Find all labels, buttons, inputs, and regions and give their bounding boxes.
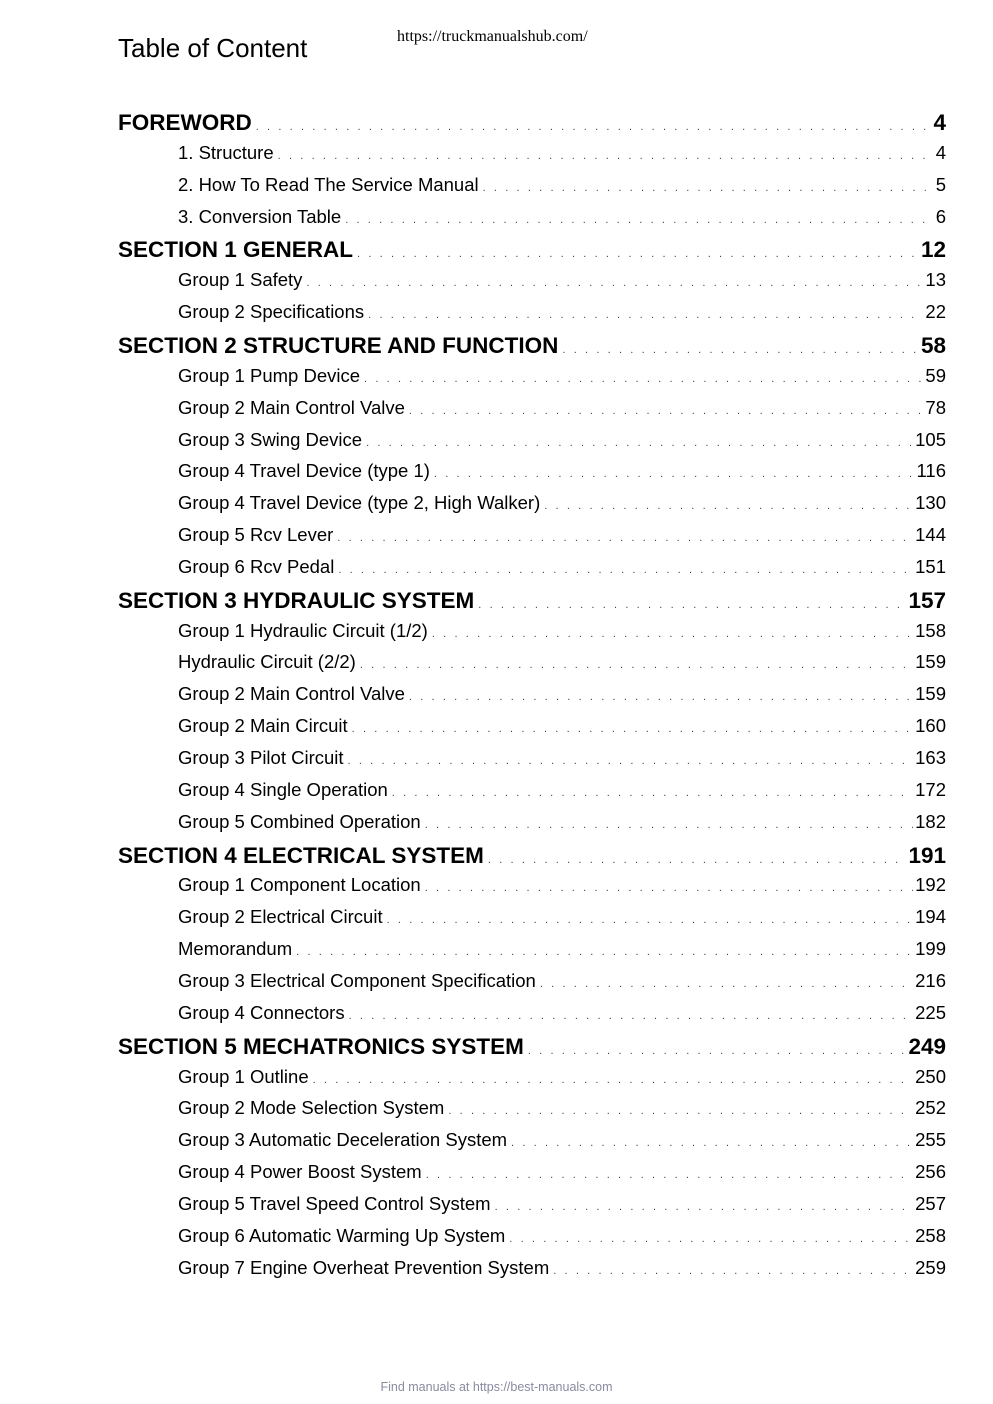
toc-sub-entry[interactable] [178, 747, 946, 769]
toc-leader-dots [544, 501, 913, 512]
toc-leader-dots [364, 374, 923, 385]
toc-sub-entry[interactable] [178, 1257, 946, 1279]
toc-entry-label: Group 4 Connectors [178, 1001, 345, 1023]
toc-leader-dots [434, 469, 915, 480]
toc-leader-dots [360, 660, 913, 671]
toc-leader-dots [488, 855, 907, 866]
toc-page-number: 22 [925, 301, 946, 323]
toc-page-number: 159 [915, 683, 946, 705]
toc-sub-entry[interactable] [178, 429, 946, 451]
toc-sub-entry[interactable] [178, 620, 946, 642]
toc-entry-label: Group 3 Electrical Component Specification [178, 969, 536, 991]
toc-page-number: 163 [915, 747, 946, 768]
toc-leader-dots [409, 692, 913, 703]
toc-leader-dots [349, 1011, 914, 1022]
toc-sub-entry[interactable] [178, 206, 946, 228]
toc-section-entry[interactable] [118, 237, 946, 263]
toc-page-number: 105 [915, 428, 946, 450]
toc-page-number: 258 [915, 1224, 946, 1246]
toc-entry-label: Group 6 Rcv Pedal [178, 555, 335, 577]
toc-page-number: 225 [915, 1001, 946, 1023]
toc-sub-entry[interactable] [178, 556, 946, 578]
toc-leader-dots [448, 1106, 913, 1117]
toc-leader-dots [478, 600, 906, 611]
toc-leader-dots [562, 345, 919, 356]
toc-entry-label: SECTION 3 HYDRAULIC SYSTEM [118, 587, 475, 613]
toc-page-number: 256 [915, 1161, 946, 1183]
toc-page-number: 4 [933, 110, 946, 135]
toc-leader-dots [425, 820, 913, 831]
toc-section-entry[interactable] [118, 588, 946, 614]
toc-sub-entry[interactable] [178, 142, 946, 164]
toc-sub-entry[interactable] [178, 365, 946, 387]
toc-leader-dots [409, 406, 924, 417]
toc-leader-dots [337, 533, 913, 544]
toc-page-number: 216 [915, 969, 946, 991]
toc-page-number: 194 [915, 906, 946, 928]
toc-leader-dots [352, 724, 913, 735]
toc-leader-dots [425, 883, 913, 894]
toc-section-entry[interactable] [118, 843, 946, 869]
toc-entry-label: SECTION 2 STRUCTURE AND FUNCTION [118, 332, 559, 358]
toc-page-number: 151 [915, 555, 946, 577]
toc-leader-dots [256, 122, 932, 133]
page-title: Table of Content [118, 33, 308, 63]
toc-entry-label: 2. How To Read The Service Manual [178, 173, 479, 195]
toc-entry-label: 3. Conversion Table [178, 205, 342, 227]
toc-sub-entry[interactable] [178, 1193, 946, 1215]
toc-entry-label: Hydraulic Circuit (2/2) [178, 651, 356, 673]
toc-section-entry[interactable] [118, 1034, 946, 1060]
toc-entry-label: Group 2 Electrical Circuit [178, 906, 383, 928]
toc-leader-dots [348, 756, 914, 767]
toc-leader-dots [432, 629, 913, 640]
toc-sub-entry[interactable] [178, 1225, 946, 1247]
toc-sub-entry[interactable] [178, 174, 946, 196]
toc-leader-dots [306, 278, 923, 289]
toc-leader-dots [540, 979, 913, 990]
toc-sub-entry[interactable] [178, 651, 946, 673]
toc-entry-label: Group 1 Component Location [178, 874, 421, 896]
toc-entry-label: Group 1 Hydraulic Circuit (1/2) [178, 619, 428, 641]
toc-entry-label: Group 5 Rcv Lever [178, 524, 334, 546]
toc-sub-entry[interactable] [178, 811, 946, 833]
toc-leader-dots [345, 215, 934, 226]
toc-page-number: 6 [935, 205, 946, 227]
toc-entry-label: Group 3 Swing Device [178, 428, 363, 450]
toc-entry-label: Group 2 Specifications [178, 301, 365, 323]
toc-leader-dots [511, 1138, 913, 1149]
toc-sub-entry[interactable] [178, 492, 946, 514]
toc-leader-dots [495, 1202, 914, 1213]
toc-entry-label: Group 2 Mode Selection System [178, 1097, 445, 1119]
toc-page-number: 5 [935, 173, 946, 195]
toc-page-number: 182 [915, 810, 946, 832]
toc-page-number: 192 [915, 874, 946, 896]
toc-sub-entry[interactable] [178, 938, 946, 960]
toc-page-number: 249 [908, 1033, 946, 1059]
toc-sub-entry[interactable] [178, 779, 946, 801]
toc-entry-label: Group 4 Travel Device (type 2, High Walker) [178, 492, 541, 514]
toc-entry-label: Group 5 Travel Speed Control System [178, 1192, 491, 1214]
toc-entry-label: Group 3 Automatic Deceleration System [178, 1129, 508, 1151]
toc-sub-entry[interactable] [178, 1129, 946, 1151]
toc-entry-label: Group 1 Pump Device [178, 364, 361, 386]
toc-leader-dots [357, 249, 919, 260]
toc-sub-entry[interactable] [178, 397, 946, 419]
toc-page-number: 252 [915, 1097, 946, 1119]
toc-page-number: 12 [920, 237, 946, 263]
toc-entry-label: 1. Structure [178, 141, 274, 163]
toc-entry-label: Group 1 Safety [178, 269, 303, 291]
toc-page-number: 58 [920, 332, 946, 358]
toc-entry-label: Group 2 Main Control Valve [178, 683, 405, 705]
toc-entry-label: Group 2 Main Control Valve [178, 396, 405, 418]
toc-leader-dots [509, 1234, 913, 1245]
toc-leader-dots [366, 438, 913, 449]
toc-page-number: 191 [908, 842, 946, 868]
toc-entry-label: Group 5 Combined Operation [178, 810, 421, 832]
toc-sub-entry[interactable] [178, 1066, 946, 1088]
toc-leader-dots [392, 788, 913, 799]
footer-link[interactable]: Find manuals at https://best-manuals.com [380, 1380, 613, 1394]
toc-page-number: 157 [908, 587, 946, 613]
toc-leader-dots [528, 1046, 907, 1057]
toc-sub-entry[interactable] [178, 269, 946, 291]
toc-page-number: 250 [915, 1065, 946, 1087]
toc-page-number: 59 [925, 364, 946, 386]
toc-page-number: 130 [915, 492, 946, 514]
toc-entry-label: SECTION 1 GENERAL [118, 237, 354, 263]
toc-section-entry[interactable] [118, 333, 946, 359]
toc-leader-dots [483, 183, 934, 194]
toc-entry-label: Memorandum [178, 938, 293, 960]
toc-page-number: 172 [915, 778, 946, 800]
toc-page-number: 144 [915, 524, 946, 546]
toc-page-number: 4 [935, 141, 946, 163]
toc-entry-label: FOREWORD [118, 110, 252, 135]
toc-entry-label: Group 4 Power Boost System [178, 1161, 422, 1183]
toc-page-number: 255 [915, 1129, 946, 1151]
toc-leader-dots [296, 947, 913, 958]
toc-entry-label: Group 4 Single Operation [178, 778, 388, 800]
toc-sub-entry[interactable] [178, 1097, 946, 1119]
toc-page-number: 259 [915, 1256, 946, 1278]
toc-sub-entry[interactable] [178, 906, 946, 928]
toc-leader-dots [553, 1266, 913, 1277]
toc-entry-label: Group 3 Pilot Circuit [178, 747, 344, 768]
toc-sub-entry[interactable] [178, 683, 946, 705]
toc-sub-entry[interactable] [178, 524, 946, 546]
toc-sub-entry[interactable] [178, 970, 946, 992]
toc-page-number: 13 [925, 269, 946, 291]
toc-sub-entry[interactable] [178, 1002, 946, 1024]
toc-entry-label: Group 2 Main Circuit [178, 715, 348, 737]
toc-sub-entry[interactable] [178, 715, 946, 737]
toc-leader-dots [338, 565, 913, 576]
toc-page-number: 158 [915, 619, 946, 641]
toc-entry-label: Group 1 Outline [178, 1065, 309, 1087]
toc-entry-label: Group 6 Automatic Warming Up System [178, 1224, 506, 1246]
toc-leader-dots [313, 1075, 914, 1086]
toc-page-number: 257 [915, 1192, 946, 1214]
header-url-link[interactable]: https://truckmanualshub.com/ [397, 28, 588, 45]
toc-entry-label: SECTION 5 MECHATRONICS SYSTEM [118, 1033, 524, 1059]
toc-page-number: 78 [925, 396, 946, 418]
toc-leader-dots [278, 151, 934, 162]
toc-sub-entry[interactable] [178, 874, 946, 896]
toc-leader-dots [387, 915, 914, 926]
toc-entry-label: Group 4 Travel Device (type 1) [178, 460, 430, 482]
toc-leader-dots [368, 310, 923, 321]
toc-page-number: 116 [916, 460, 946, 482]
toc-entry-label: SECTION 4 ELECTRICAL SYSTEM [118, 842, 484, 868]
toc-page-number: 160 [915, 715, 946, 737]
toc-sub-entry[interactable] [178, 301, 946, 323]
toc-entry-label: Group 7 Engine Overheat Prevention System [178, 1256, 550, 1278]
toc-leader-dots [426, 1170, 913, 1181]
toc-page-number: 199 [915, 938, 946, 960]
toc-sub-entry[interactable] [178, 1161, 946, 1183]
toc-section-entry[interactable] [118, 110, 946, 136]
toc-sub-entry[interactable] [178, 460, 946, 482]
toc-page-number: 159 [915, 651, 946, 673]
